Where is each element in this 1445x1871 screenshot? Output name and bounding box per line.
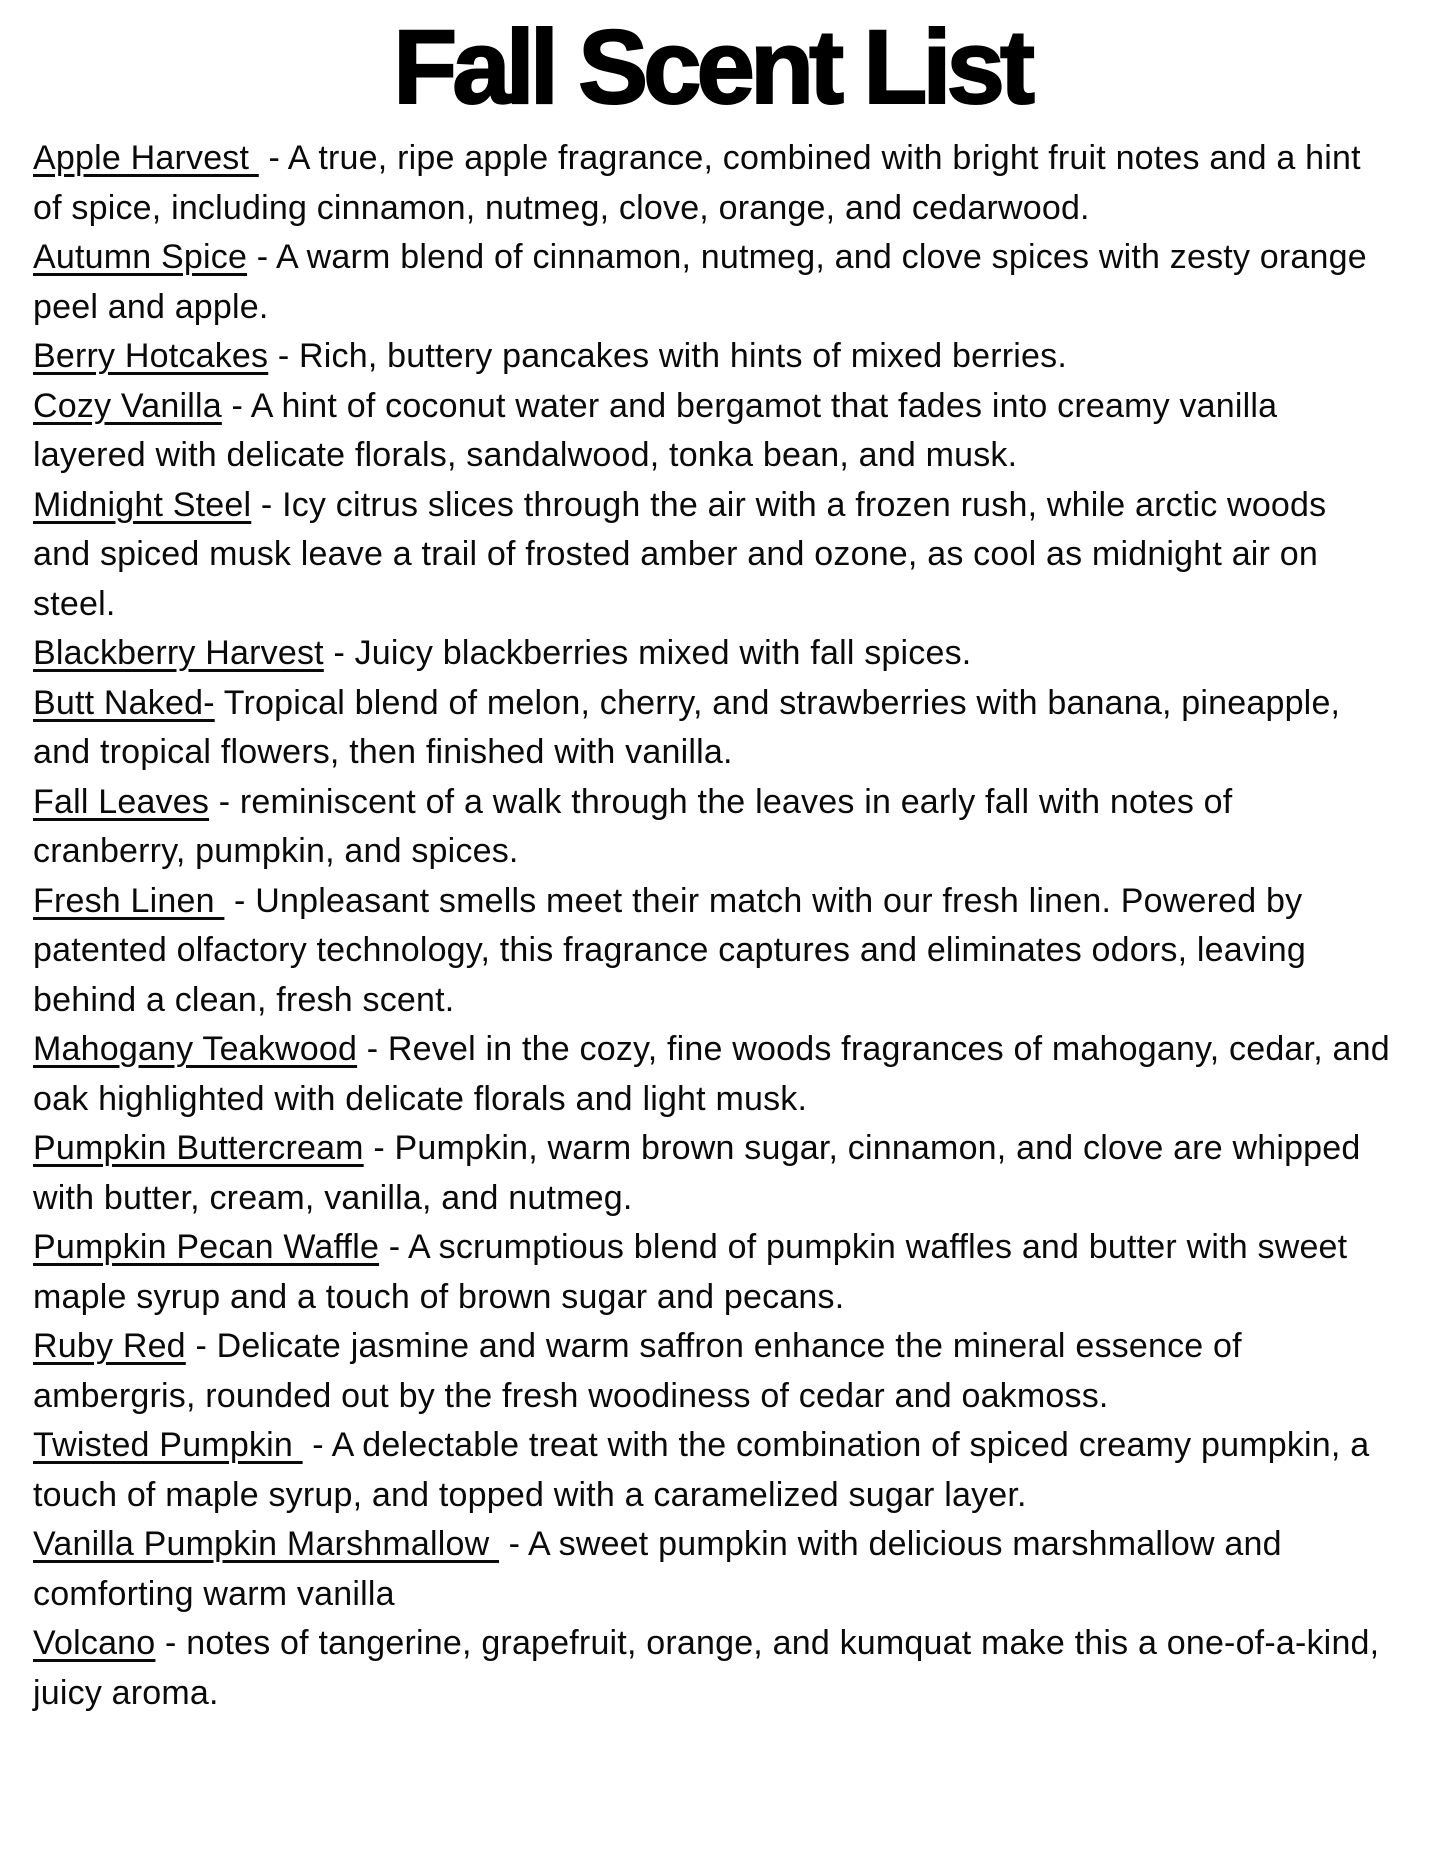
scent-name: Pumpkin Buttercream bbox=[33, 1129, 364, 1167]
scent-description: - Icy citrus slices through the air with a frozen rush, while arctic woods and spiced musk leave a trail of frosted amber and ozone, as cool as midnight air on steel. bbox=[33, 485, 1327, 623]
scent-description: - Pumpkin, warm brown sugar, cinnamon, and clove are whipped with butter, cream, vanilla, and nutmeg. bbox=[33, 1129, 1361, 1217]
scent-description: - A true, ripe apple fragrance, combined with bright fruit notes and a hint of spice, including cinnamon, nutmeg, clove, orange, and cedarwood. bbox=[33, 139, 1361, 227]
scent-name: Twisted Pumpkin bbox=[33, 1426, 303, 1464]
scent-item bbox=[33, 1520, 1390, 1619]
scent-item bbox=[33, 679, 1390, 778]
scent-item bbox=[33, 233, 1390, 332]
scent-item bbox=[33, 382, 1390, 481]
scent-description: - A sweet pumpkin with delicious marshmallow and comforting warm vanilla bbox=[33, 1525, 1282, 1613]
scent-item bbox=[33, 629, 1390, 679]
scent-item bbox=[33, 332, 1390, 382]
scent-description: - A delectable treat with the combination of spiced creamy pumpkin, a touch of maple syrup, and topped with a caramelized sugar layer. bbox=[33, 1426, 1370, 1514]
scent-description: - notes of tangerine, grapefruit, orange, and kumquat make this a one-of-a-kind, juicy aroma. bbox=[33, 1624, 1380, 1712]
scent-description: - Juicy blackberries mixed with fall spices. bbox=[323, 634, 972, 672]
scent-description: - Unpleasant smells meet their match with our fresh linen. Powered by patented olfactory technology, this fragrance captures and eliminates odors, leaving behind a clean, fresh scent. bbox=[33, 881, 1307, 1019]
scent-name: Apple Harvest bbox=[33, 139, 259, 177]
scent-item bbox=[33, 481, 1390, 630]
scent-description: - reminiscent of a walk through the leaves in early fall with notes of cranberry, pumpkin, and spices. bbox=[33, 782, 1233, 870]
scent-item bbox=[33, 778, 1390, 877]
page-title: Fall Scent List bbox=[393, 9, 1030, 126]
scent-description: - Delicate jasmine and warm saffron enhance the mineral essence of ambergris, rounded out by the fresh woodiness of cedar and oakmoss. bbox=[33, 1327, 1242, 1415]
scent-name: Butt Naked- bbox=[33, 683, 215, 722]
scent-description: - Rich, buttery pancakes with hints of mixed berries. bbox=[268, 337, 1068, 375]
scent-item bbox=[33, 134, 1390, 233]
scent-name: Volcano bbox=[33, 1624, 156, 1662]
scent-name: Blackberry Harvest bbox=[33, 634, 324, 672]
scent-name: Pumpkin Pecan Waffle bbox=[33, 1228, 380, 1266]
scent-item bbox=[33, 1421, 1390, 1520]
scent-name: Cozy Vanilla bbox=[33, 386, 222, 425]
scent-list bbox=[33, 134, 1390, 1718]
scent-name: Fresh Linen bbox=[33, 881, 225, 920]
scent-item bbox=[33, 1025, 1390, 1124]
scent-item bbox=[33, 1322, 1390, 1421]
scent-item bbox=[33, 1223, 1390, 1322]
scent-name: Fall Leaves bbox=[33, 782, 210, 821]
scent-name: Autumn Spice bbox=[33, 238, 248, 276]
scent-description: Tropical blend of melon, cherry, and strawberries with banana, pineapple, and tropical flowers, then finished with vanilla. bbox=[33, 683, 1341, 771]
scent-name: Vanilla Pumpkin Marshmallow bbox=[33, 1525, 500, 1563]
scent-name: Mahogany Teakwood bbox=[33, 1030, 358, 1068]
scent-description: - A warm blend of cinnamon, nutmeg, and clove spices with zesty orange peel and apple. bbox=[33, 238, 1367, 326]
scent-name: Ruby Red bbox=[33, 1327, 186, 1365]
scent-description: - A hint of coconut water and bergamot that fades into creamy vanilla layered with delicate florals, sandalwood, tonka bean, and musk. bbox=[33, 386, 1278, 474]
scent-item bbox=[33, 877, 1390, 1026]
scent-name: Berry Hotcakes bbox=[33, 337, 269, 375]
scent-name: Midnight Steel bbox=[33, 485, 252, 524]
scent-item bbox=[33, 1124, 1390, 1223]
scent-item bbox=[33, 1619, 1390, 1718]
scent-description: - Revel in the cozy, fine woods fragrances of mahogany, cedar, and oak highlighted with delicate florals and light musk. bbox=[33, 1030, 1390, 1118]
scent-description: - A scrumptious blend of pumpkin waffles and butter with sweet maple syrup and a touch of brown sugar and pecans. bbox=[33, 1228, 1348, 1316]
